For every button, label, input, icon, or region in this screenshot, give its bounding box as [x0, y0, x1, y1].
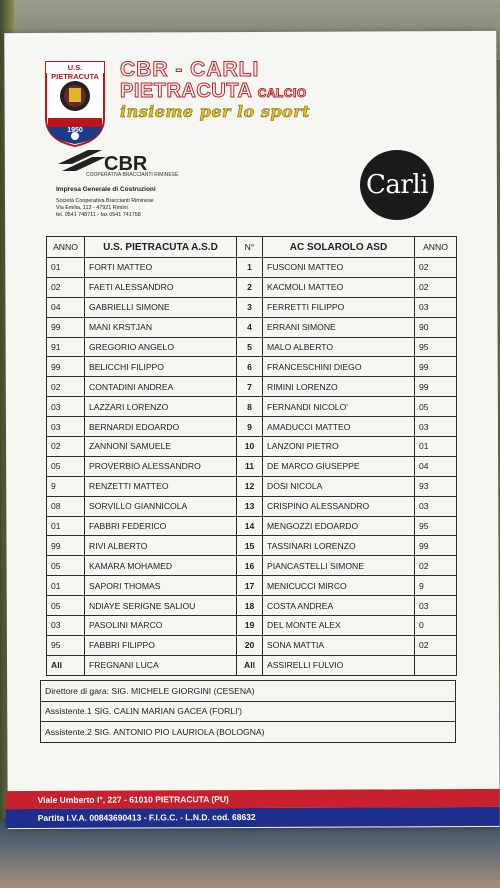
shirt-number: All: [237, 655, 263, 675]
home-year: 04: [47, 297, 85, 317]
home-player: CONTADINI ANDREA: [85, 377, 237, 397]
brand-slogan: insieme per lo sport: [120, 102, 311, 121]
away-year: 03: [415, 496, 457, 516]
official-row: [41, 722, 456, 743]
table-row: [47, 576, 457, 596]
home-year: 02: [47, 437, 85, 457]
away-player: LANZONI PIETRO: [263, 437, 415, 457]
home-year: 9: [47, 476, 85, 496]
table-row: [47, 635, 457, 655]
away-year: 02: [415, 556, 457, 576]
away-year: 03: [415, 297, 457, 317]
referee: Direttore di gara: SIG. MICHELE GIORGINI (CESENA): [41, 681, 456, 702]
official-row: [41, 681, 456, 702]
shirt-number: 15: [237, 536, 263, 556]
home-year: All: [47, 655, 85, 675]
home-year: 05: [47, 596, 85, 616]
home-year: 99: [47, 536, 85, 556]
shirt-number: 10: [237, 437, 263, 457]
header-home-team: U.S. PIETRACUTA A.S.D: [85, 237, 237, 258]
away-year: 04: [415, 456, 457, 476]
header-home-year: ANNO: [47, 237, 85, 258]
table-row: [47, 377, 457, 397]
club-shield-title: U.S. PIETRACUTA: [51, 63, 99, 81]
home-year: 05: [47, 556, 85, 576]
away-year: 93: [415, 476, 457, 496]
away-player: MENGOZZI EDOARDO: [263, 516, 415, 536]
shirt-number: 1: [237, 258, 263, 278]
company-line: Via Emilia, 113 - 47921 Rimini: [56, 205, 128, 211]
away-year: 99: [415, 536, 457, 556]
away-year: 95: [415, 337, 457, 357]
home-player: NDIAYE SERIGNE SALIOU: [85, 596, 237, 616]
home-player: ZANNONI SAMUELE: [85, 437, 237, 457]
footer-registration: Partita I.V.A. 00843690413 - F.I.G.C. - L.N.D. cod. 68632: [6, 807, 500, 828]
home-player: GABRIELLI SIMONE: [85, 297, 237, 317]
away-player: FERNANDI NICOLO': [263, 397, 415, 417]
shirt-number: 13: [237, 496, 263, 516]
shirt-number: 19: [237, 616, 263, 636]
assistant-1: Assistente.1 SIG. CALIN MARIAN GACEA (FORLI'): [41, 701, 456, 722]
home-player: PASOLINI MARCO: [85, 616, 237, 636]
home-player: FORTI MATTEO: [85, 258, 237, 278]
table-row: [47, 437, 457, 457]
away-year: 0: [415, 616, 457, 636]
shirt-number: 14: [237, 516, 263, 536]
shirt-number: 3: [237, 297, 263, 317]
away-player: FUSCONI MATTEO: [263, 258, 415, 278]
away-year: 02: [415, 277, 457, 297]
carli-logo-text: Carli: [366, 170, 428, 200]
header-away-year: ANNO: [415, 237, 457, 258]
company-title: Impresa Generale di Costruzioni: [56, 186, 156, 193]
away-player: SONA MATTIA: [263, 635, 415, 655]
home-year: 01: [47, 576, 85, 596]
home-player: LAZZARI LORENZO: [85, 397, 237, 417]
home-player: GREGORIO ANGELO: [85, 337, 237, 357]
table-row: [47, 655, 457, 675]
roster-body: [47, 258, 457, 676]
table-row: [47, 616, 457, 636]
away-year: 03: [415, 596, 457, 616]
away-year: 9: [415, 576, 457, 596]
away-player: FRANCESCHINI DIEGO: [263, 357, 415, 377]
shirt-number: 8: [237, 397, 263, 417]
away-player: PIANCASTELLI SIMONE: [263, 556, 415, 576]
shirt-number: 7: [237, 377, 263, 397]
away-year: 90: [415, 317, 457, 337]
officials-table: [40, 680, 456, 743]
table-row: [47, 516, 457, 536]
brand-line-sponsors: CBR - CARLI: [120, 58, 260, 81]
home-player: SORVILLO GIANNICOLA: [85, 496, 237, 516]
home-player: KAMARA MOHAMED: [85, 556, 237, 576]
away-player: FERRETTI FILIPPO: [263, 297, 415, 317]
away-player: AMADUCCI MATTEO: [263, 417, 415, 437]
home-player: RENZETTI MATTEO: [85, 476, 237, 496]
table-row: [47, 476, 457, 496]
shirt-number: 11: [237, 456, 263, 476]
away-player: DEL MONTE ALEX: [263, 616, 415, 636]
table-row: [47, 536, 457, 556]
table-row: [47, 297, 457, 317]
table-row: [47, 277, 457, 297]
away-player: MALO ALBERTO: [263, 337, 415, 357]
table-row: [47, 397, 457, 417]
shirt-number: 20: [237, 635, 263, 655]
away-player: TASSINARI LORENZO: [263, 536, 415, 556]
away-player: DE MARCO GIUSEPPE: [263, 456, 415, 476]
table-row: [47, 258, 457, 278]
home-year: 02: [47, 377, 85, 397]
away-year: 95: [415, 516, 457, 536]
home-year: 99: [47, 357, 85, 377]
brand-club-main: PIETRACUTA: [120, 80, 258, 102]
table-row: [47, 556, 457, 576]
home-year: 05: [47, 456, 85, 476]
company-line: tel. 0541 748711 - fax 0541 741758: [56, 212, 141, 218]
away-year: 99: [415, 357, 457, 377]
cbr-logo-text: CBR: [104, 153, 148, 175]
brand-line-club: [120, 80, 307, 103]
shirt-number: 4: [237, 317, 263, 337]
home-year: 91: [47, 337, 85, 357]
table-row: [47, 596, 457, 616]
away-year: 02: [415, 258, 457, 278]
shirt-number: 9: [237, 417, 263, 437]
carli-logo: [360, 150, 434, 220]
home-year: 95: [47, 635, 85, 655]
home-year: 02: [47, 277, 85, 297]
home-player: FABBRI FILIPPO: [85, 635, 237, 655]
away-year: [415, 655, 457, 675]
away-player: DOSI NICOLA: [263, 476, 415, 496]
home-player: RIVI ALBERTO: [85, 536, 237, 556]
roster-header-row: [47, 237, 457, 258]
home-year: 01: [47, 258, 85, 278]
home-year: 03: [47, 397, 85, 417]
shirt-number: 2: [237, 277, 263, 297]
home-player: PROVERBIO ALESSANDRO: [85, 456, 237, 476]
cbr-subtitle: COOPERATIVA BRACCIANTI RIMINESE: [86, 172, 179, 178]
header-shirt-number: N°: [237, 237, 263, 258]
shirt-number: 6: [237, 357, 263, 377]
assistant-2: Assistente.2 SIG. ANTONIO PIO LAURIOLA (BOLOGNA): [41, 722, 456, 743]
header-away-team: AC SOLAROLO ASD: [263, 237, 415, 258]
shield-year: 1950: [67, 127, 83, 134]
away-player: KACMOLI MATTEO: [263, 277, 415, 297]
home-year: 03: [47, 417, 85, 437]
table-row: [47, 317, 457, 337]
shirt-number: 5: [237, 337, 263, 357]
away-year: 03: [415, 417, 457, 437]
home-player: FREGNANI LUCA: [85, 655, 237, 675]
table-row: [47, 357, 457, 377]
away-year: 01: [415, 437, 457, 457]
home-year: 01: [47, 516, 85, 536]
table-row: [47, 456, 457, 476]
roster-table: [46, 236, 457, 676]
away-player: MENICUCCI MIRCO: [263, 576, 415, 596]
away-year: 05: [415, 397, 457, 417]
home-player: BELICCHI FILIPPO: [85, 357, 237, 377]
shirt-number: 12: [237, 476, 263, 496]
brand-club-sport: CALCIO: [257, 86, 307, 100]
home-year: 99: [47, 317, 85, 337]
home-player: BERNARDI EDOARDO: [85, 417, 237, 437]
official-row: [41, 701, 456, 722]
footer-address: Viale Umberto I°, 227 - 61010 PIETRACUTA (PU): [6, 789, 500, 809]
home-year: 08: [47, 496, 85, 516]
home-player: SAPORI THOMAS: [85, 576, 237, 596]
company-line: Società Cooperativa Braccianti Riminese: [56, 198, 154, 204]
company-info: [56, 186, 156, 219]
home-player: MANI KRSTJAN: [85, 317, 237, 337]
away-player: COSTA ANDREA: [263, 596, 415, 616]
away-player: CRISPINO ALESSANDRO: [263, 496, 415, 516]
shirt-number: 16: [237, 556, 263, 576]
away-year: 99: [415, 377, 457, 397]
table-row: [47, 496, 457, 516]
away-player: RIMINI LORENZO: [263, 377, 415, 397]
away-year: 02: [415, 635, 457, 655]
away-player: ERRANI SIMONE: [263, 317, 415, 337]
table-row: [47, 337, 457, 357]
home-year: 03: [47, 616, 85, 636]
shirt-number: 17: [237, 576, 263, 596]
home-player: FABBRI FEDERICO: [85, 516, 237, 536]
shirt-number: 18: [237, 596, 263, 616]
away-player: ASSIRELLI FULVIO: [263, 655, 415, 675]
home-player: FAETI ALESSANDRO: [85, 277, 237, 297]
table-row: [47, 417, 457, 437]
